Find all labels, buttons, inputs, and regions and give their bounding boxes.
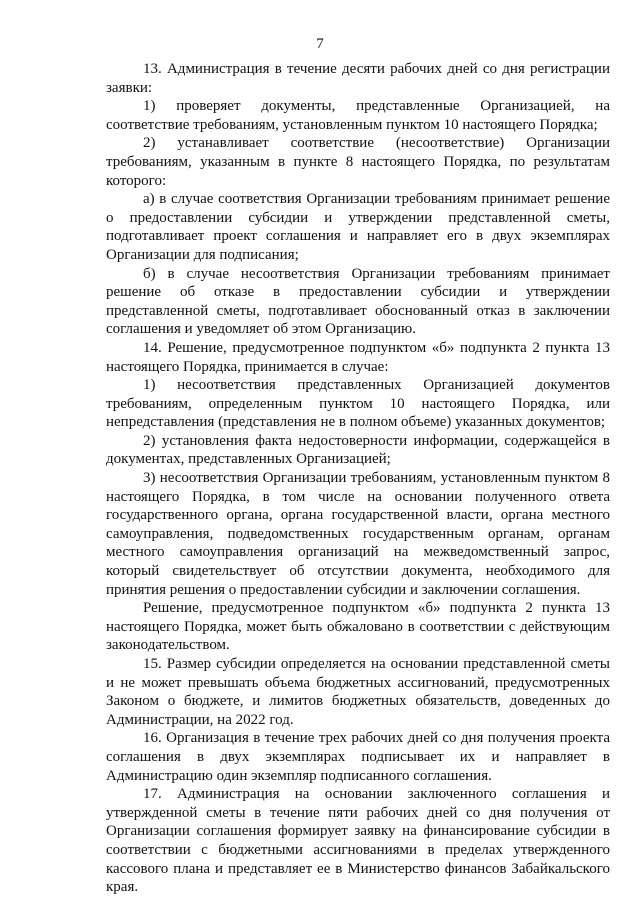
document-body — [106, 60, 610, 897]
paragraph-13-item-1: 1) проверяет документы, представленные Организацией, на соответствие требованиям, установленным пунктом 10 настоящего Порядка; — [106, 98, 610, 133]
paragraph-14-item-2: 2) установления факта недостоверности информации, содержащейся в документах, представленных Организацией; — [106, 432, 610, 468]
paragraph-13-item-2: 2) устанавливает соответствие (несоответствие) Организации требованиям, указанным в пункте 8 настоящего Порядка, по результатам которого: — [106, 135, 610, 189]
page-number: 7 — [316, 36, 324, 52]
paragraph-14-appeal: Решение, предусмотренное подпунктом «б» подпункта 2 пункта 13 настоящего Порядка, может быть обжаловано в соответствии с действующим законодательством. — [106, 600, 610, 654]
paragraph-14-item-1: 1) несоответствия представленных Организацией документов требованиям, определенным пунктом 10 настоящего Порядка, или непредставления (представления не в полном объеме) указанных документов; — [106, 377, 610, 431]
paragraph-15: 15. Размер субсидии определяется на основании представленной сметы и не может превышать объема бюджетных ассигнований, предусмотренных Законом о бюджете, и лимитов бюджетных обязательств, доведенных до Администрации, на 2022 год. — [106, 656, 610, 728]
paragraph-17: 17. Администрация на основании заключенного соглашения и утвержденной сметы в течение пяти рабочих дней со дня получения от Организации соглашения формирует заявку на финансирование субсидии в соответствии с бюджетными ассигнованиями в пределах утвержденного кассового плана и представляет ее в Министерство финансов Забайкальского края. — [106, 786, 610, 896]
paragraph-13-item-2a: а) в случае соответствия Организации требованиям принимает решение о предоставлении субсидии и утверждении представленной сметы, подготавливает проект соглашения и направляет его в двух экземплярах Организации для подписания; — [106, 191, 610, 263]
paragraph-16: 16. Организация в течение трех рабочих дней со дня получения проекта соглашения в двух экземплярах подписывает их и направляет в Администрацию один экземпляр подписанного соглашения. — [106, 730, 610, 784]
paragraph-14-item-3: 3) несоответствия Организации требованиям, установленным пунктом 8 настоящего Порядка, в том числе на основании полученного ответа государственного органа, органа государственной власти, органа местного самоуправления, подведомственных государственным органам, органам местного самоуправления организаций на межведомственный запрос, который свидетельствует об отсутствии документа, необходимого для принятия решения о предоставлении субсидии и заключении соглашения. — [106, 470, 610, 598]
paragraph-14: 14. Решение, предусмотренное подпунктом «б» подпункта 2 пункта 13 настоящего Порядка, принимается в случае: — [106, 339, 610, 375]
paragraph-13: 13. Администрация в течение десяти рабочих дней со дня регистрации заявки: — [106, 61, 610, 96]
paragraph-13-item-2b: б) в случае несоответствия Организации требованиям принимает решение об отказе в предоставлении субсидии и утверждении представленной сметы, подготавливает обоснованный отказ в заключении соглашения и уведомляет об этом Организацию. — [106, 265, 610, 338]
